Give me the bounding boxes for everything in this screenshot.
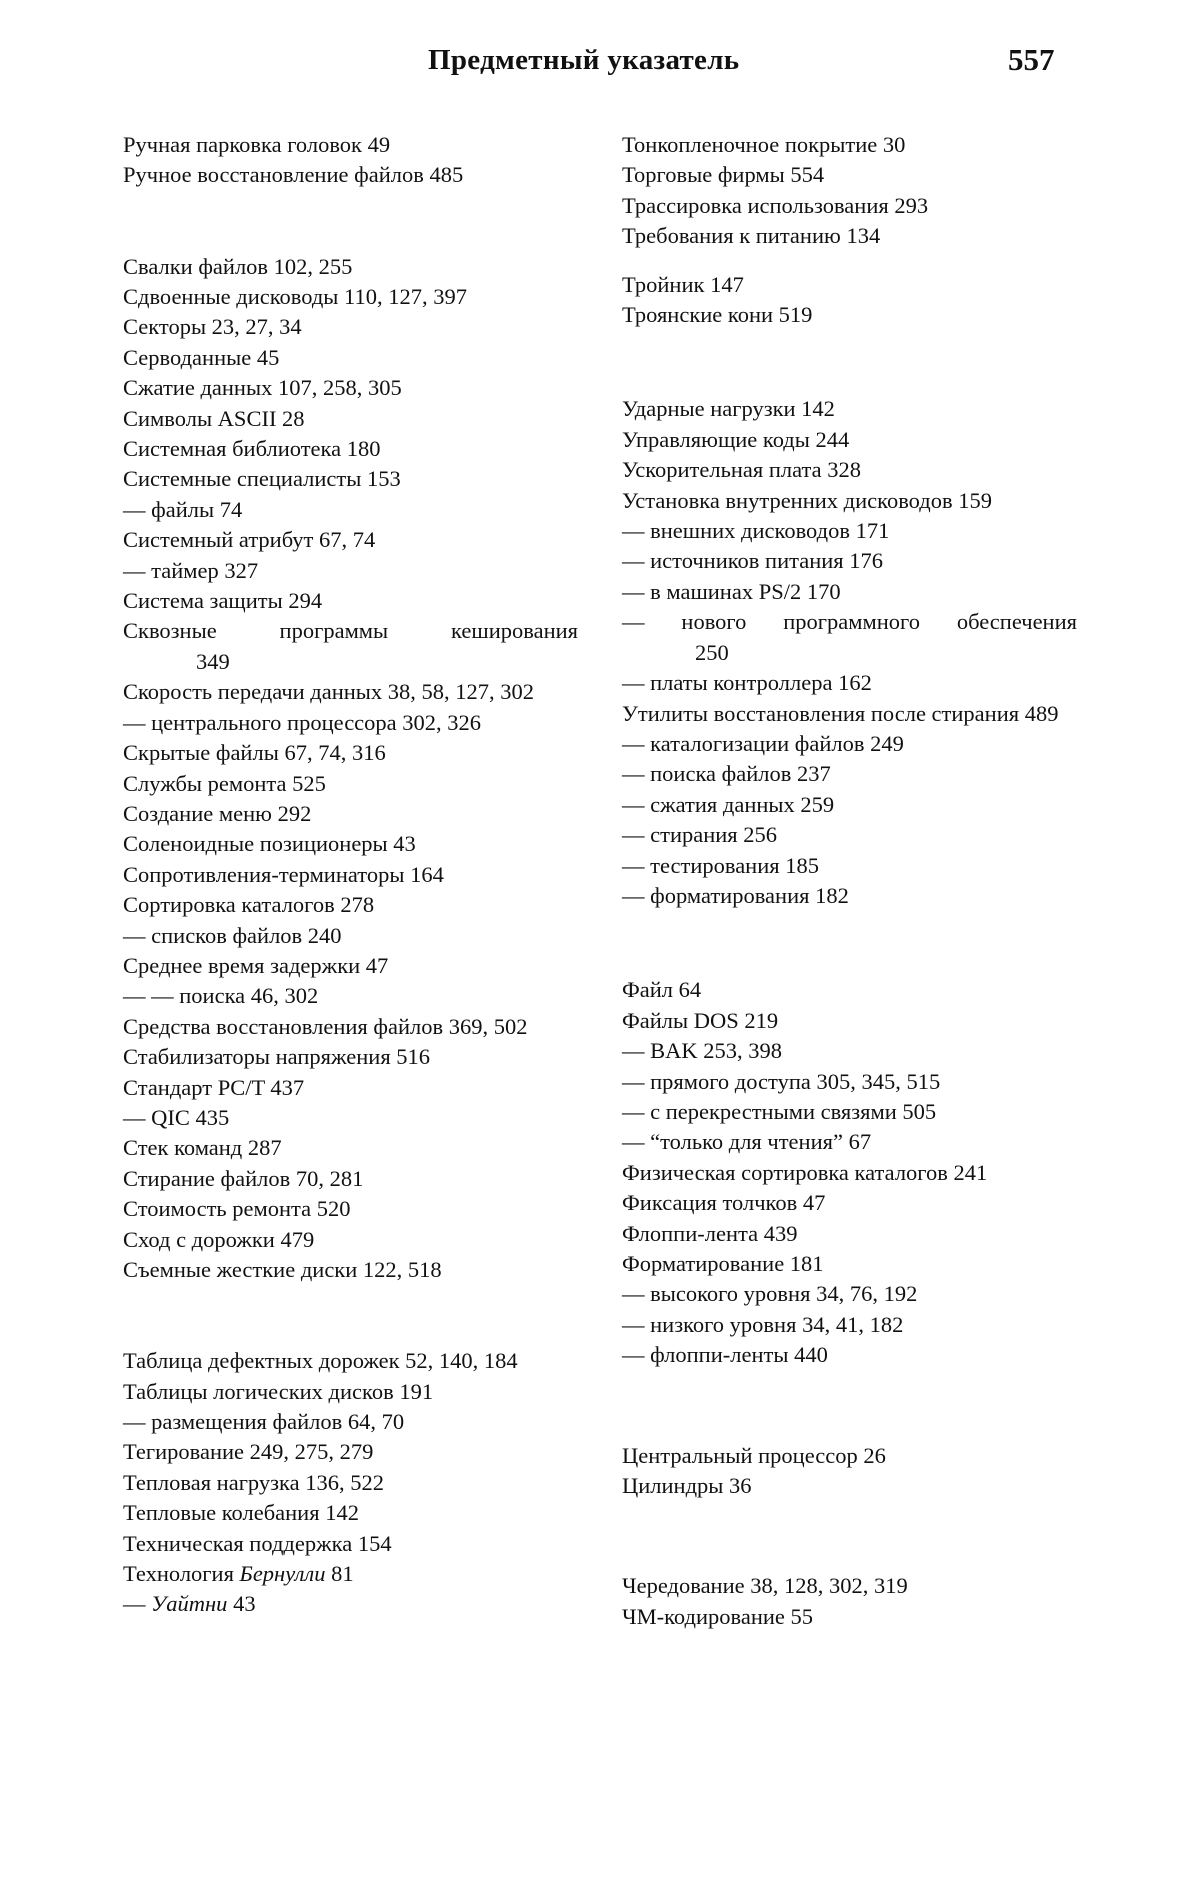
index-entry: Ускорительная плата 328 xyxy=(622,457,861,483)
index-column-left xyxy=(123,130,578,1620)
index-entry: Сортировка каталогов 278 xyxy=(123,892,375,918)
index-entry: Ручная парковка головок 49 xyxy=(123,132,391,157)
index-entry: Сдвоенные дисководы 110, 127, 397 xyxy=(123,284,467,310)
index-entry: Сквозные программы кеширования xyxy=(123,618,578,644)
index-entry: Цилиндры 36 xyxy=(622,1473,752,1499)
index-entry: Стоимость ремонта 520 xyxy=(123,1196,351,1222)
index-column-right xyxy=(622,130,1077,1632)
index-subentry: — BAK 253, 398 xyxy=(622,1038,783,1064)
section-gap xyxy=(123,1285,578,1346)
index-subentry: — сжатия данных 259 xyxy=(622,791,835,817)
index-entry: Сжатие данных 107, 258, 305 xyxy=(123,375,402,401)
index-entry: Стек команд 287 xyxy=(123,1135,282,1161)
index-entry: Тонкопленочное покрытие 30 xyxy=(622,132,906,157)
index-subentry: — QIC 435 xyxy=(123,1104,230,1130)
index-entry: Форматирование 181 xyxy=(622,1251,824,1276)
index-entry: Утилиты восстановления после стирания 489 xyxy=(622,700,1059,726)
page-header xyxy=(0,40,1200,90)
index-entry: Стандарт PC/T 437 xyxy=(123,1074,305,1100)
index-entry: Средства восстановления файлов 369, 502 xyxy=(123,1013,528,1039)
index-subentry: — с перекрестными связями 505 xyxy=(622,1098,937,1124)
index-entry: Стирание файлов 70, 281 xyxy=(123,1165,364,1191)
index-subentry xyxy=(123,1589,578,1619)
index-entry-continuation: 250 xyxy=(695,639,729,665)
index-entry: ЧМ-кодирование 55 xyxy=(622,1603,814,1629)
section-gap xyxy=(622,911,1077,975)
index-entry: Съемные жесткие диски 122, 518 xyxy=(123,1257,442,1283)
index-entry: Сопротивления-терминаторы 164 xyxy=(123,861,444,887)
index-entry: Среднее время задержки 47 xyxy=(123,952,389,978)
index-subentry: — прямого доступа 305, 345, 515 xyxy=(622,1068,941,1094)
index-entry-continuation: 349 xyxy=(196,648,230,674)
index-subentry: — поиска файлов 237 xyxy=(622,761,831,787)
index-subentry: — таймер 327 xyxy=(123,557,259,583)
index-entry: Установка внутренних дисководов 159 xyxy=(622,487,992,513)
index-entry: Торговые фирмы 554 xyxy=(622,162,825,188)
index-entry: Троянские кони 519 xyxy=(622,302,813,328)
entry-pages: 43 xyxy=(227,1591,256,1617)
index-entry: Ручное восстановление файлов 485 xyxy=(123,162,464,188)
entry-pages: 81 xyxy=(325,1561,354,1587)
index-subentry: — — поиска 46, 302 xyxy=(123,983,319,1009)
index-subentry: — каталогизации файлов 249 xyxy=(622,730,904,756)
index-subentry: — файлы 74 xyxy=(123,496,243,522)
index-entry: Фиксация толчков 47 xyxy=(622,1190,826,1216)
index-subentry: — тестирования 185 xyxy=(622,852,819,878)
index-entry: Таблица дефектных дорожек 52, 140, 184 xyxy=(123,1348,518,1374)
section-gap xyxy=(622,1501,1077,1571)
index-entry: Системные специалисты 153 xyxy=(123,466,401,492)
index-subentry: — платы контроллера 162 xyxy=(622,670,872,696)
running-head: Предметный указатель xyxy=(428,44,740,76)
index-entry: Свалки файлов 102, 255 xyxy=(123,253,353,279)
index-entry: Службы ремонта 525 xyxy=(123,770,326,796)
index-entry: Символы ASCII 28 xyxy=(123,405,305,431)
section-gap xyxy=(622,330,1077,394)
index-entry: Скорость передачи данных 38, 58, 127, 302 xyxy=(123,679,535,705)
index-entry: Таблицы логических дисков 191 xyxy=(123,1378,434,1404)
section-gap xyxy=(622,1371,1077,1441)
index-subentry: — размещения файлов 64, 70 xyxy=(123,1409,405,1435)
index-subentry: — источников питания 176 xyxy=(622,548,884,574)
index-entry: Тройник 147 xyxy=(622,271,744,297)
index-entry: Стабилизаторы напряжения 516 xyxy=(123,1044,431,1070)
index-entry: Управляющие коды 244 xyxy=(622,426,850,452)
index-entry: Файл 64 xyxy=(622,977,702,1003)
index-subentry: — стирания 256 xyxy=(622,822,778,848)
index-entry: Секторы 23, 27, 34 xyxy=(123,314,302,340)
index-entry: Ударные нагрузки 142 xyxy=(622,396,835,422)
entry-text: — xyxy=(123,1591,152,1617)
page-number: 557 xyxy=(1008,42,1055,77)
section-gap xyxy=(622,252,1077,270)
index-entry: Центральный процессор 26 xyxy=(622,1442,886,1468)
index-subentry: — центрального процессора 302, 326 xyxy=(123,709,482,735)
index-entry: Системная библиотека 180 xyxy=(123,436,381,462)
index-subentry: — списков файлов 240 xyxy=(123,922,342,948)
index-subentry: — в машинах PS/2 170 xyxy=(622,578,841,604)
italic-name: Бернулли xyxy=(239,1561,326,1587)
index-entry: Тегирование 249, 275, 279 xyxy=(123,1439,374,1465)
index-entry: Флоппи-лента 439 xyxy=(622,1220,798,1246)
index-entry: Тепловая нагрузка 136, 522 xyxy=(123,1469,384,1495)
entry-text: Технология xyxy=(123,1561,240,1587)
index-entry: Создание меню 292 xyxy=(123,800,312,826)
index-entry: Физическая сортировка каталогов 241 xyxy=(622,1159,988,1185)
index-subentry: — флоппи-ленты 440 xyxy=(622,1342,828,1368)
index-subentry: — внешних дисководов 171 xyxy=(622,518,890,544)
index-entry: Требования к питанию 134 xyxy=(622,223,881,249)
section-gap xyxy=(123,191,578,252)
index-subentry: — форматирования 182 xyxy=(622,882,849,908)
index-subentry: — высокого уровня 34, 76, 192 xyxy=(622,1281,918,1307)
index-entry: Серводанные 45 xyxy=(123,344,280,370)
index-entry: Сход с дорожки 479 xyxy=(123,1226,315,1252)
index-entry xyxy=(123,1559,578,1589)
index-entry: Тепловые колебания 142 xyxy=(123,1500,359,1526)
index-entry: Техническая поддержка 154 xyxy=(123,1530,392,1556)
index-subentry: — “только для чтения” 67 xyxy=(622,1129,872,1155)
index-entry: Чередование 38, 128, 302, 319 xyxy=(622,1573,908,1599)
italic-name: Уайтни xyxy=(151,1591,228,1617)
index-subentry: — низкого уровня 34, 41, 182 xyxy=(622,1311,904,1337)
index-entry: Соленоидные позиционеры 43 xyxy=(123,831,416,857)
index-entry: Трассировка использования 293 xyxy=(622,192,929,218)
index-entry: Скрытые файлы 67, 74, 316 xyxy=(123,740,386,766)
index-subentry: — нового программного обеспечения xyxy=(622,609,1077,635)
index-entry: Системный атрибут 67, 74 xyxy=(123,527,376,553)
index-entry: Файлы DOS 219 xyxy=(622,1007,779,1033)
index-entry: Система защиты 294 xyxy=(123,588,323,614)
